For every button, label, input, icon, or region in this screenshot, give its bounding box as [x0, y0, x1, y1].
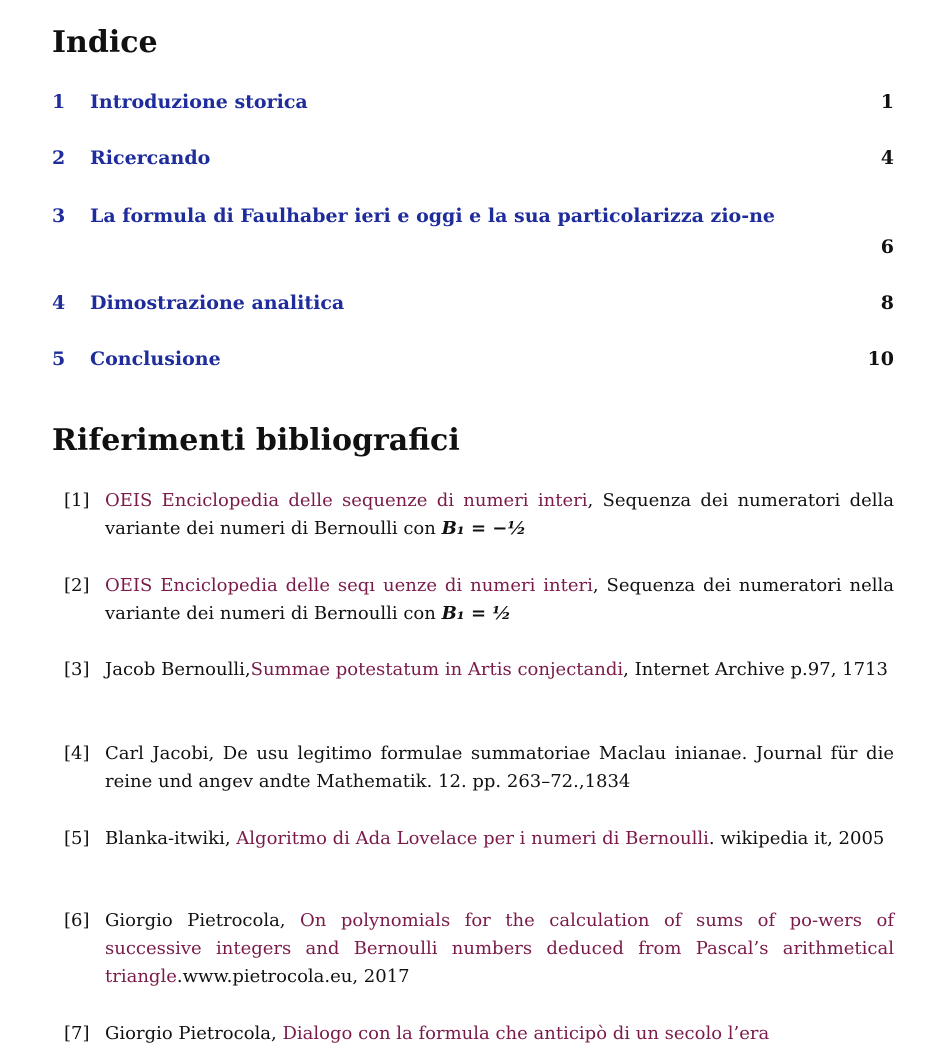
- toc-entry-title[interactable]: Ricercando: [90, 147, 211, 169]
- toc-entry-number: 3: [52, 205, 66, 227]
- toc-entry-page[interactable]: 10: [867, 348, 894, 370]
- bibliography-author: Jacob Bernoulli,: [105, 659, 251, 680]
- bibliography-details: . wikipedia it, 2005: [708, 828, 885, 849]
- bibliography-link[interactable]: Dialogo con la formula che anticipò di un secolo l’era: [282, 1023, 770, 1044]
- bibliography-link[interactable]: OEIS Enciclopedia delle seqı uenze di numeri interi: [105, 575, 593, 596]
- toc-entry-title[interactable]: La formula di Faulhaber ieri e oggi e la sua particolarizza zio-ne: [90, 205, 776, 227]
- bibliography-link[interactable]: OEIS Enciclopedia delle sequenze di numeri interi: [105, 490, 588, 511]
- bibliography-number: [3]: [64, 659, 90, 680]
- bibliography-author: Blanka-itwiki,: [105, 828, 237, 849]
- toc-entry-page[interactable]: 6: [880, 236, 894, 258]
- bibliography-details: , Sequenza dei numeratori della variante dei numeri di Bernoulli con: [105, 490, 894, 539]
- toc-entry-number: 4: [52, 292, 66, 314]
- bibliography-title: Riferimenti bibliografici: [52, 423, 460, 458]
- bibliography-text: [105, 825, 894, 853]
- bibliography-text: [105, 487, 894, 543]
- toc-entry-page[interactable]: 1: [880, 91, 894, 113]
- toc-entry-number: 1: [52, 91, 66, 113]
- toc-entry-number: 2: [52, 147, 66, 169]
- toc-entry-title[interactable]: Introduzione storica: [90, 91, 308, 113]
- toc-entry-title[interactable]: Dimostrazione analitica: [90, 292, 345, 314]
- bibliography-details: .www.pietrocola.eu, 2017: [176, 966, 410, 987]
- toc-title: Indice: [52, 25, 158, 60]
- bibliography-number: [4]: [64, 743, 90, 764]
- toc-entry-page[interactable]: 8: [880, 292, 894, 314]
- bernoulli-formula: B₁ = −½: [441, 518, 527, 539]
- bibliography-link[interactable]: On polynomials for the calculation of sums of po-wers of successive integers and Bernoulli numbers deduced from Pascal’s arithmetical triangle: [105, 910, 894, 987]
- bibliography-text: Carl Jacobi, De usu legitimo formulae summatoriae Maclau inianae. Journal für die reine und angev andte Mathematik. 12. pp. 263–72.,1834: [105, 743, 894, 792]
- toc-entry-number: 5: [52, 348, 66, 370]
- bibliography-number: [7]: [64, 1023, 90, 1044]
- bibliography-number: [2]: [64, 575, 90, 596]
- bibliography-text: [105, 1020, 894, 1048]
- bibliography-number: [5]: [64, 828, 90, 849]
- toc-entry-title[interactable]: Conclusione: [90, 348, 221, 370]
- bibliography-details: , Internet Archive p.97, 1713: [623, 659, 888, 680]
- bibliography-number: [1]: [64, 490, 90, 511]
- bibliography-link[interactable]: Summae potestatum in Artis conjectandi: [250, 659, 624, 680]
- bibliography-text: [105, 907, 894, 991]
- bibliography-text: [105, 572, 894, 628]
- bibliography-author: Giorgio Pietrocola,: [105, 910, 301, 931]
- toc-entry-page[interactable]: 4: [880, 147, 894, 169]
- bernoulli-formula: B₁ = ½: [441, 603, 512, 624]
- bibliography-number: [6]: [64, 910, 90, 931]
- bibliography-author: Giorgio Pietrocola,: [105, 1023, 283, 1044]
- bibliography-link[interactable]: Algoritmo di Ada Lovelace per i numeri di Bernoulli: [236, 828, 709, 849]
- bibliography-details: , Sequenza dei numeratori nella variante dei numeri di Bernoulli con: [105, 575, 894, 624]
- bibliography-text: [105, 656, 894, 684]
